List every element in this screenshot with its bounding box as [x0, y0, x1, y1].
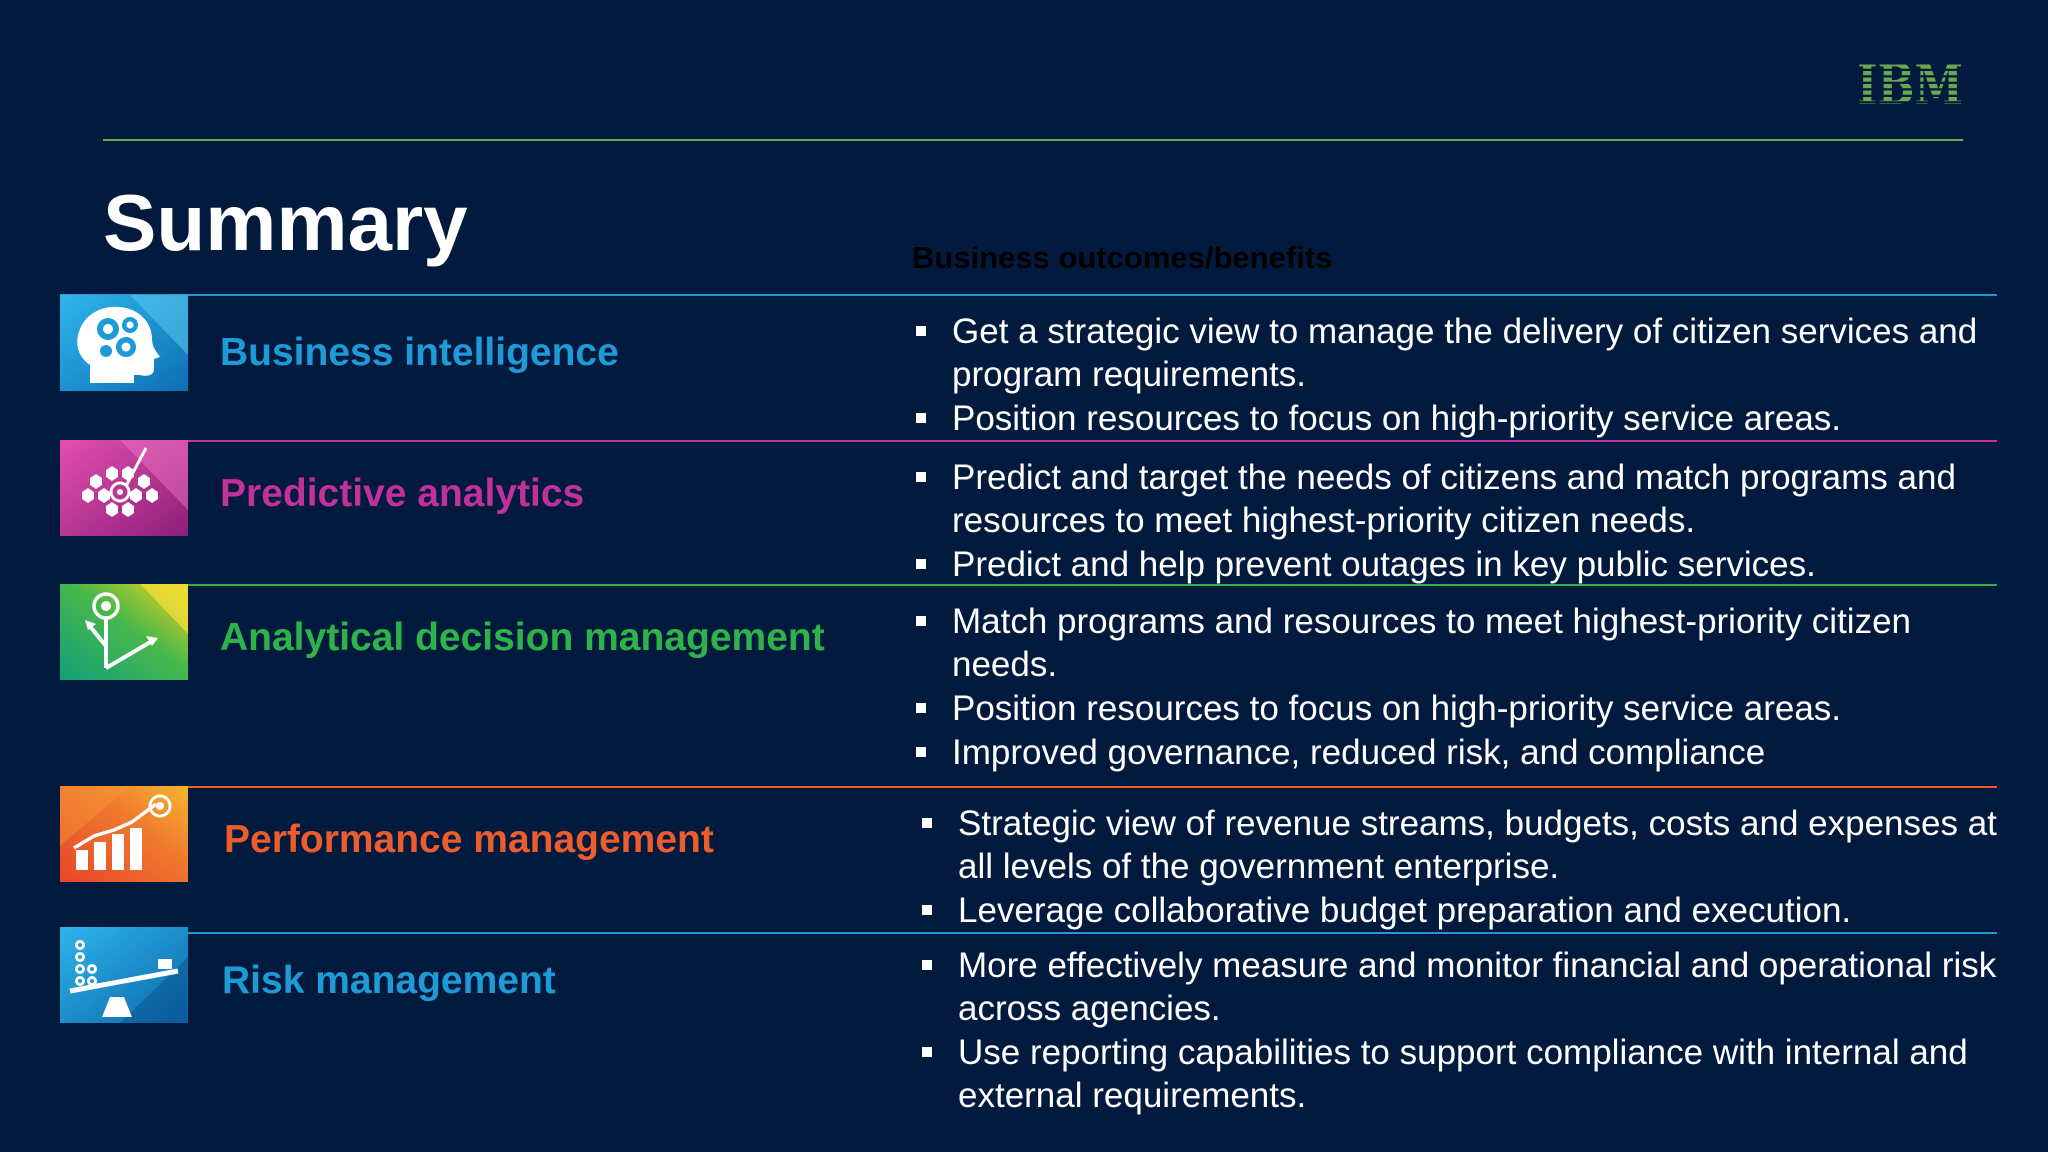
- hexagon-cluster-icon: [60, 440, 188, 536]
- list-item: Match programs and resources to meet highest-priority citizen needs.: [912, 600, 1992, 686]
- row-divider: [60, 440, 1997, 442]
- row-divider: [60, 932, 1997, 934]
- head-gears-icon: [60, 295, 188, 391]
- row-divider: [60, 786, 1997, 788]
- bullet-list-performance-management: [918, 802, 1998, 933]
- row-label-analytical-decision-management: Analytical decision management: [220, 616, 825, 659]
- list-item: Position resources to focus on high-priority service areas.: [912, 687, 1992, 730]
- row-divider: [60, 294, 1997, 296]
- list-item: Leverage collaborative budget preparation and execution.: [918, 889, 1998, 932]
- list-item: More effectively measure and monitor financial and operational risk across agencies.: [918, 944, 1998, 1030]
- bullet-list-predictive-analytics: [912, 456, 1992, 587]
- bar-chart-target-icon: [60, 786, 188, 882]
- row-label-business-intelligence: Business intelligence: [220, 331, 619, 374]
- list-item: Position resources to focus on high-priority service areas.: [912, 397, 1992, 440]
- page-title: Summary: [103, 178, 468, 267]
- list-item: Use reporting capabilities to support compliance with internal and external requirements.: [918, 1031, 1998, 1117]
- bullet-list-business-intelligence: [912, 310, 1992, 441]
- balance-scale-icon: [60, 927, 188, 1023]
- bullet-list-risk-management: [918, 944, 1998, 1118]
- list-item: Improved governance, reduced risk, and compliance: [912, 731, 1992, 774]
- column-header: Business outcomes/benefits: [912, 240, 1333, 275]
- row-label-predictive-analytics: Predictive analytics: [220, 472, 585, 515]
- decision-arrows-icon: [60, 584, 188, 680]
- list-item: Predict and help prevent outages in key public services.: [912, 543, 1992, 586]
- list-item: Predict and target the needs of citizens and match programs and resources to meet highest-priority citizen needs.: [912, 456, 1992, 542]
- row-label-performance-management: Performance management: [224, 818, 714, 861]
- bullet-list-analytical-decision-management: [912, 600, 1992, 775]
- row-divider: [60, 584, 1997, 586]
- list-item: Get a strategic view to manage the delivery of citizen services and program requirements.: [912, 310, 1992, 396]
- row-label-risk-management: Risk management: [222, 959, 556, 1002]
- ibm-logo: [1855, 58, 1965, 110]
- top-rule: [103, 139, 1963, 141]
- list-item: Strategic view of revenue streams, budgets, costs and expenses at all levels of the government enterprise.: [918, 802, 1998, 888]
